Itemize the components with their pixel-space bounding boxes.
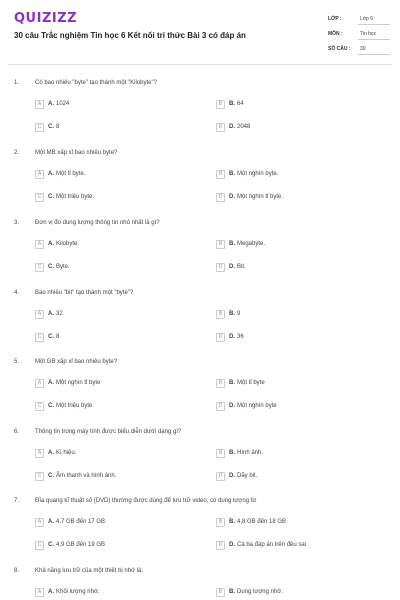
option-text: Một nghìn byte xyxy=(237,403,277,409)
option-letter-box: D xyxy=(216,402,225,411)
option-label: D. xyxy=(229,264,235,270)
option-b[interactable] xyxy=(216,587,283,597)
option-c[interactable] xyxy=(35,401,92,411)
question-text: Một MB xấp xỉ bao nhiêu byte? xyxy=(35,150,118,156)
option-letter-box: B xyxy=(216,588,225,597)
option-d[interactable] xyxy=(216,471,257,481)
question-number: 1. xyxy=(14,80,20,86)
option-a[interactable] xyxy=(35,517,105,527)
option-letter-box: C xyxy=(35,123,44,132)
question-number: 7. xyxy=(14,498,20,504)
option-label: C. xyxy=(48,473,54,479)
option-label: C. xyxy=(48,264,54,270)
option-b[interactable] xyxy=(216,99,244,109)
option-letter-box: D xyxy=(216,193,225,202)
option-letter-box: D xyxy=(216,123,225,132)
option-label: C. xyxy=(48,403,54,409)
option-letter-box: C xyxy=(35,472,44,481)
option-c[interactable] xyxy=(35,471,116,481)
meta-value-count: 30 xyxy=(360,46,366,52)
option-letter-box: A xyxy=(35,240,44,249)
meta-label-subject: MÔN : xyxy=(328,31,343,37)
option-letter-box: D xyxy=(216,541,225,550)
question-text: Bao nhiêu "bit" tạo thành một "byte"? xyxy=(35,290,134,296)
option-text: Bit. xyxy=(237,264,246,270)
option-letter-box: A xyxy=(35,379,44,388)
question-text: Thông tin trong máy tính được biểu diễn dưới dạng gì? xyxy=(35,429,182,435)
option-letter-box: D xyxy=(216,472,225,481)
option-label: A. xyxy=(48,171,54,177)
option-text: Một nghìn byte. xyxy=(237,171,279,177)
meta-label-count: SỐ CÂU : xyxy=(328,46,351,52)
option-letter-box: B xyxy=(216,170,225,179)
meta-label-class: LỚP : xyxy=(328,16,342,22)
quizizz-logo: QUIZIZZ xyxy=(14,11,78,26)
option-c[interactable] xyxy=(35,332,59,342)
question-number: 6. xyxy=(14,429,20,435)
option-label: A. xyxy=(48,241,54,247)
question-text: Khả năng lưu trữ của một thiết bị nhớ là: xyxy=(35,568,144,574)
option-text: Dung lượng nhớ. xyxy=(237,589,283,595)
option-text: Kilobyte. xyxy=(56,241,80,247)
option-text: 32 xyxy=(56,311,63,317)
option-text: Một nghìn tỉ byte xyxy=(56,380,101,386)
question-text: Đơn vị đo dung lượng thông tin nhỏ nhất là gì? xyxy=(35,220,160,226)
option-a[interactable] xyxy=(35,587,100,597)
option-label: D. xyxy=(229,124,235,130)
worksheet-title: 30 câu Trắc nghiệm Tin học 6 Kết nối tri thức Bài 3 có đáp án xyxy=(14,31,246,40)
option-letter-box: A xyxy=(35,310,44,319)
option-text: 9 xyxy=(237,311,241,317)
option-letter-box: C xyxy=(35,333,44,342)
option-letter-box: B xyxy=(216,379,225,388)
option-text: Dãy bit. xyxy=(237,473,258,479)
option-letter-box: B xyxy=(216,100,225,109)
option-text: Megabyte. xyxy=(237,241,266,247)
option-letter-box: D xyxy=(216,333,225,342)
option-label: B. xyxy=(229,311,235,317)
meta-underline xyxy=(358,39,390,40)
option-label: B. xyxy=(229,241,235,247)
meta-value-subject: Tin học xyxy=(360,31,377,37)
option-b[interactable] xyxy=(216,378,265,388)
option-text: Âm thanh và hình ảnh. xyxy=(56,473,117,479)
option-b[interactable] xyxy=(216,239,265,249)
question-number: 8. xyxy=(14,568,20,574)
option-text: 2048 xyxy=(237,124,251,130)
option-letter-box: B xyxy=(216,310,225,319)
worksheet-header xyxy=(0,0,400,64)
option-d[interactable] xyxy=(216,262,246,272)
option-label: B. xyxy=(229,519,235,525)
question-text: Một GB xấp xỉ bao nhiêu byte? xyxy=(35,359,118,365)
option-text: 4,8 GB đến 18 GB xyxy=(237,519,287,525)
question-number: 2. xyxy=(14,150,20,156)
question-number: 4. xyxy=(14,290,20,296)
option-b[interactable] xyxy=(216,169,278,179)
option-letter-box: A xyxy=(35,170,44,179)
option-text: 8 xyxy=(56,124,60,130)
option-letter-box: B xyxy=(216,240,225,249)
option-letter-box: A xyxy=(35,449,44,458)
option-text: 36 xyxy=(237,334,244,340)
option-text: Một triệu byte xyxy=(56,403,93,409)
option-d[interactable] xyxy=(216,540,306,550)
option-text: 4,9 GB đến 19 GB xyxy=(56,542,106,548)
option-letter-box: A xyxy=(35,100,44,109)
option-letter-box: B xyxy=(216,449,225,458)
option-label: D. xyxy=(229,334,235,340)
option-a[interactable] xyxy=(35,448,76,458)
option-c[interactable] xyxy=(35,540,105,550)
option-label: A. xyxy=(48,519,54,525)
question-text: Đĩa quang kĩ thuật số (DVD) thường được dùng để lưu trữ video, có dung lượng từ xyxy=(35,498,257,504)
option-label: A. xyxy=(48,589,54,595)
option-label: A. xyxy=(48,450,54,456)
option-letter-box: C xyxy=(35,402,44,411)
option-label: C. xyxy=(48,542,54,548)
question-number: 5. xyxy=(14,359,20,365)
option-a[interactable] xyxy=(35,169,85,179)
option-text: 1024 xyxy=(56,101,70,107)
option-text: Một triệu byte. xyxy=(56,194,95,200)
option-label: B. xyxy=(229,589,235,595)
option-label: B. xyxy=(229,450,235,456)
option-a[interactable] xyxy=(35,99,69,109)
option-label: C. xyxy=(48,124,54,130)
option-letter-box: B xyxy=(216,518,225,527)
option-label: A. xyxy=(48,101,54,107)
option-b[interactable] xyxy=(216,517,286,527)
option-letter-box: C xyxy=(35,193,44,202)
option-letter-box: C xyxy=(35,263,44,272)
option-d[interactable] xyxy=(216,401,277,411)
option-letter-box: D xyxy=(216,263,225,272)
question-text: Có bao nhiêu "byte" tạo thành một "Kilobyte"? xyxy=(35,80,157,86)
option-d[interactable] xyxy=(216,122,250,132)
option-text: Khối lượng nhớ. xyxy=(56,589,100,595)
option-text: Kí hiệu. xyxy=(56,450,77,456)
option-text: Hình ảnh. xyxy=(237,450,264,456)
option-label: D. xyxy=(229,194,235,200)
option-b[interactable] xyxy=(216,448,263,458)
option-c[interactable] xyxy=(35,192,94,202)
option-a[interactable] xyxy=(35,239,79,249)
option-label: B. xyxy=(229,380,235,386)
option-text: 8 xyxy=(56,334,60,340)
option-c[interactable] xyxy=(35,122,59,132)
option-label: A. xyxy=(48,380,54,386)
option-letter-box: A xyxy=(35,588,44,597)
option-label: D. xyxy=(229,403,235,409)
header-divider xyxy=(8,64,392,65)
option-label: D. xyxy=(229,542,235,548)
option-label: B. xyxy=(229,101,235,107)
option-d[interactable] xyxy=(216,332,244,342)
option-text: Cả ba đáp án trên đều sai xyxy=(237,542,307,548)
option-letter-box: C xyxy=(35,541,44,550)
option-label: D. xyxy=(229,473,235,479)
meta-underline xyxy=(358,24,390,25)
option-a[interactable] xyxy=(35,378,100,388)
option-label: B. xyxy=(229,171,235,177)
option-text: 64 xyxy=(237,101,244,107)
option-text: Byte. xyxy=(56,264,70,270)
option-label: C. xyxy=(48,194,54,200)
option-text: Một tỉ byte xyxy=(237,380,265,386)
option-a[interactable] xyxy=(35,309,63,319)
option-b[interactable] xyxy=(216,309,240,319)
question-number: 3. xyxy=(14,220,20,226)
option-d[interactable] xyxy=(216,192,283,202)
meta-value-class: Lớp 6 xyxy=(360,16,374,22)
option-label: A. xyxy=(48,311,54,317)
option-text: Một nghìn tỉ byte. xyxy=(237,194,284,200)
option-c[interactable] xyxy=(35,262,70,272)
option-text: Một tỉ byte. xyxy=(56,171,86,177)
option-letter-box: A xyxy=(35,518,44,527)
option-label: C. xyxy=(48,334,54,340)
option-text: 4,7 GB đến 17 GB xyxy=(56,519,106,525)
meta-underline xyxy=(358,54,390,55)
